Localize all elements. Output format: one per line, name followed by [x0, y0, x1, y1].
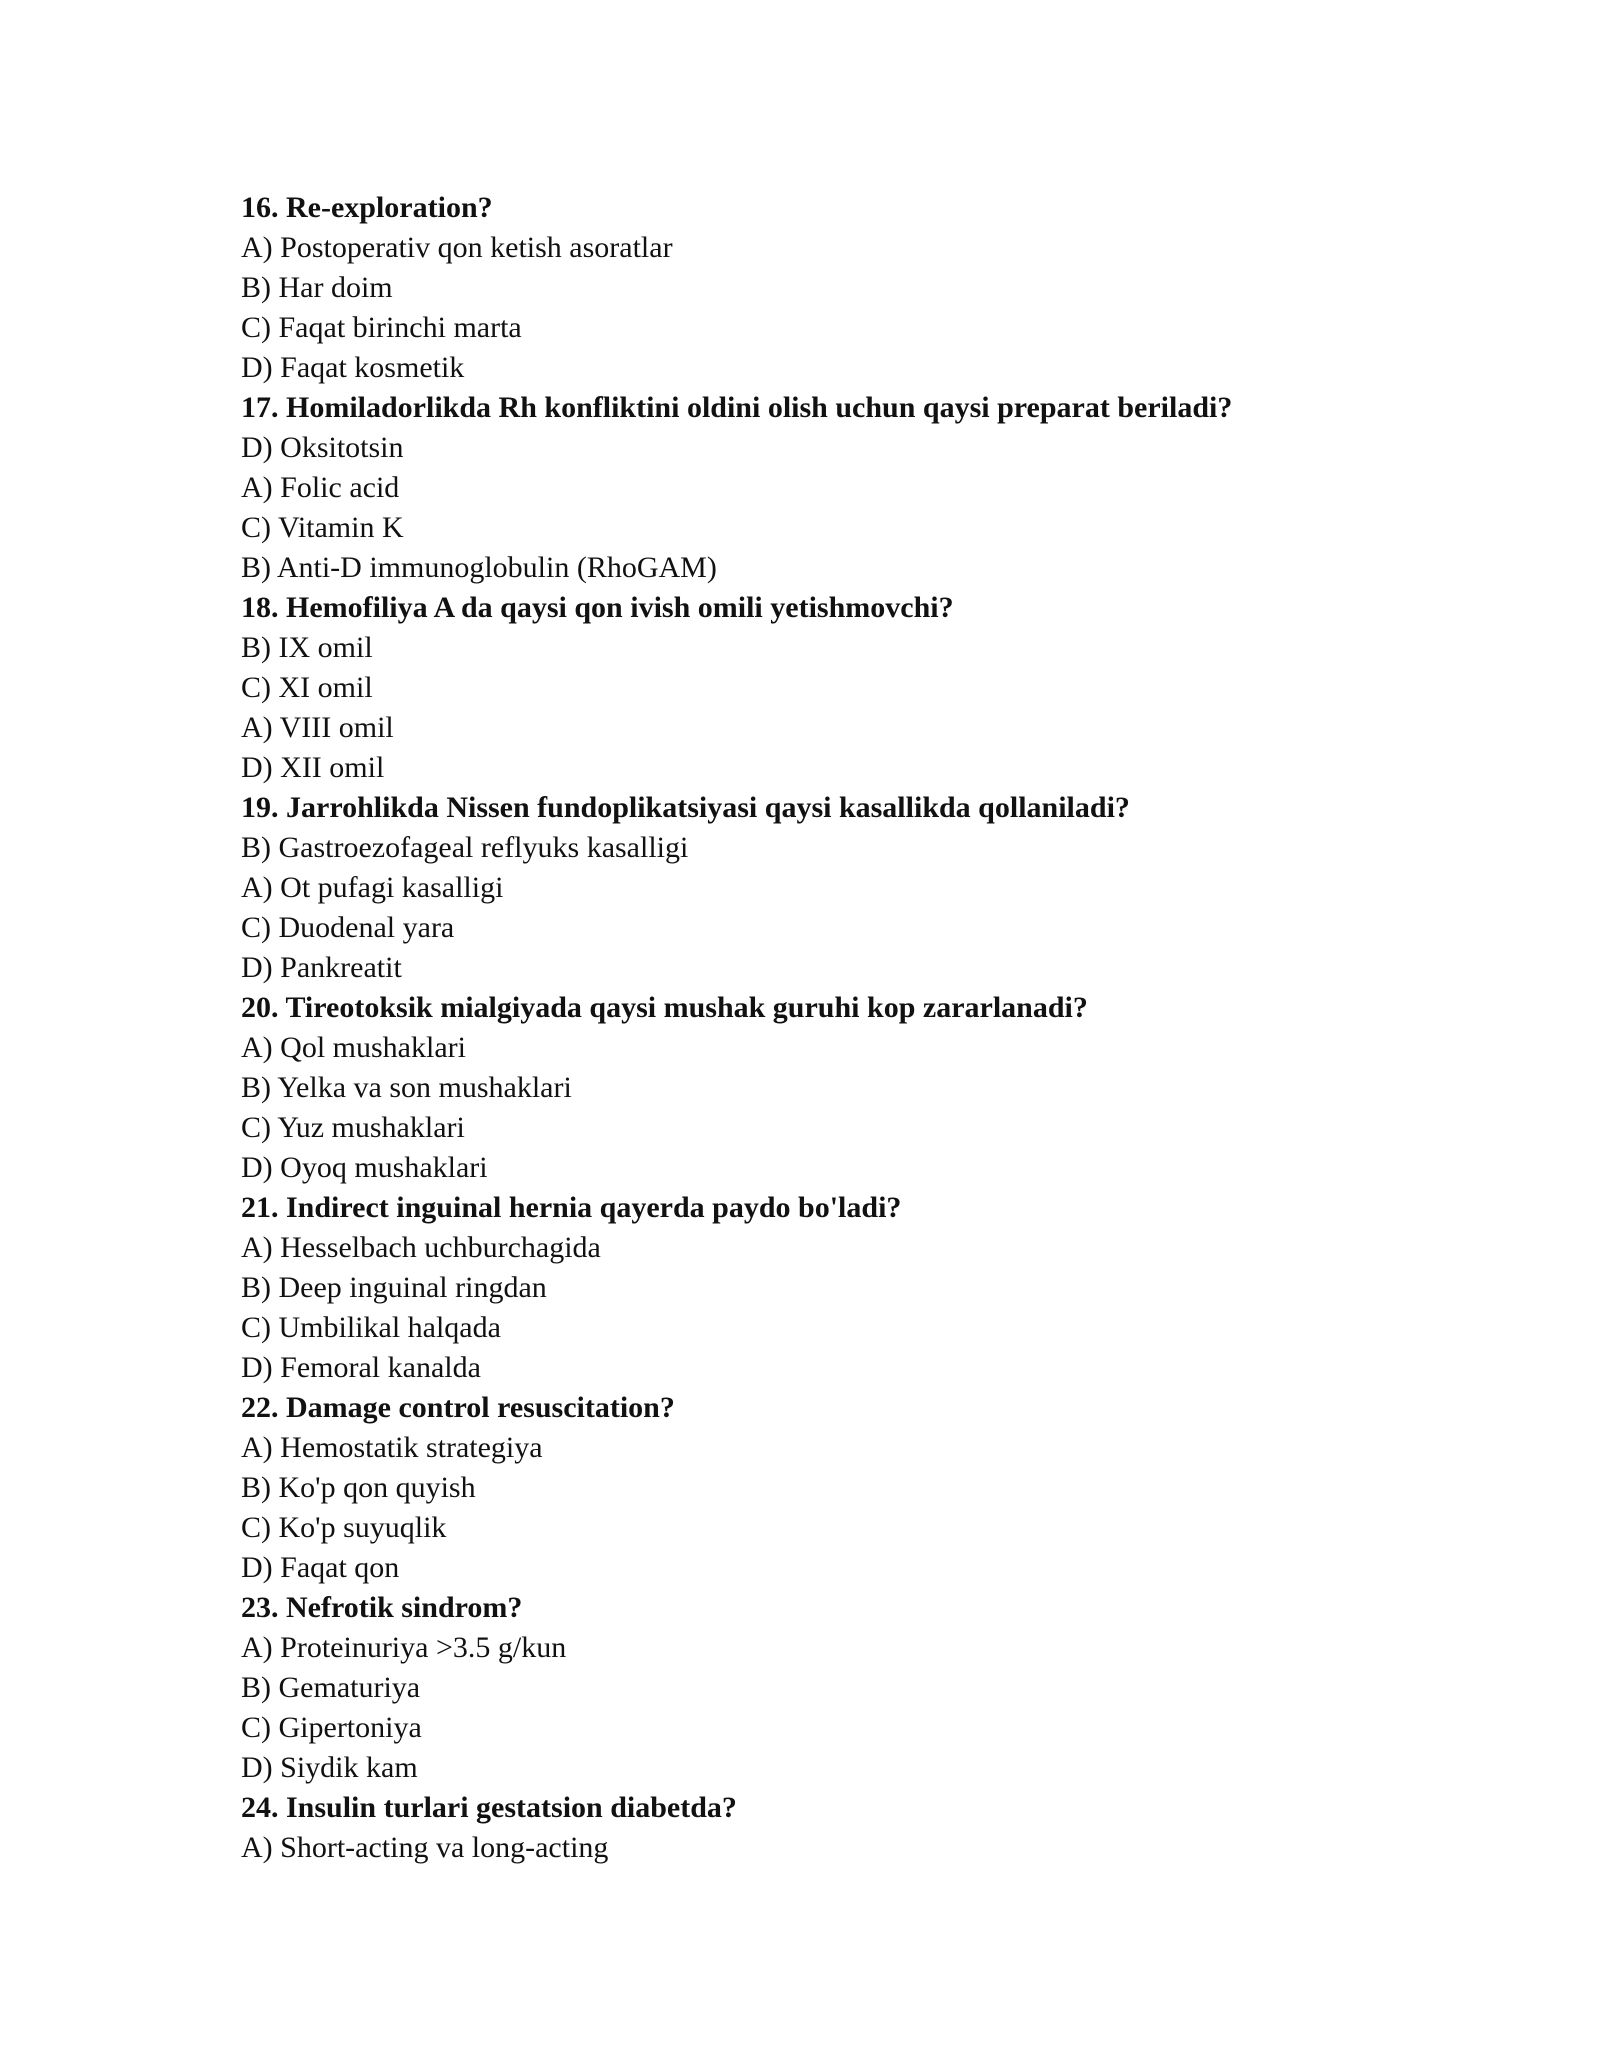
- answer-option: D) Oyoq mushaklari: [241, 1151, 488, 1184]
- answer-option: A) Hemostatik strategiya: [241, 1431, 543, 1464]
- answer-option: C) Duodenal yara: [241, 911, 455, 944]
- answer-option: C) Faqat birinchi marta: [241, 311, 522, 344]
- answer-option: C) Umbilikal halqada: [241, 1311, 501, 1344]
- answer-option: A) Folic acid: [241, 471, 400, 504]
- question-title: 17. Homiladorlikda Rh konfliktini oldini olish uchun qaysi preparat beriladi?: [241, 391, 1233, 424]
- answer-option: C) Vitamin K: [241, 511, 404, 544]
- answer-option: A) Proteinuriya >3.5 g/kun: [241, 1631, 567, 1664]
- answer-option: A) Hesselbach uchburchagida: [241, 1231, 601, 1264]
- question-title: 22. Damage control resuscitation?: [241, 1391, 675, 1424]
- answer-option: B) Deep inguinal ringdan: [241, 1271, 547, 1304]
- answer-option: B) Har doim: [241, 271, 393, 304]
- answer-option: B) IX omil: [241, 631, 373, 664]
- answer-option: A) VIII omil: [241, 711, 394, 744]
- answer-option: D) XII omil: [241, 751, 385, 784]
- answer-option: A) Qol mushaklari: [241, 1031, 466, 1064]
- answer-option: A) Postoperativ qon ketish asoratlar: [241, 231, 673, 264]
- question-title: 23. Nefrotik sindrom?: [241, 1591, 523, 1624]
- answer-option: B) Gematuriya: [241, 1671, 421, 1704]
- answer-option: C) Yuz mushaklari: [241, 1111, 465, 1144]
- question-title: 20. Tireotoksik mialgiyada qaysi mushak guruhi kop zararlanadi?: [241, 991, 1088, 1024]
- answer-option: B) Ko'p qon quyish: [241, 1471, 476, 1504]
- answer-option: B) Yelka va son mushaklari: [241, 1071, 572, 1104]
- answer-option: C) Gipertoniya: [241, 1711, 422, 1744]
- answer-option: D) Pankreatit: [241, 951, 402, 984]
- answer-option: D) Faqat kosmetik: [241, 351, 465, 384]
- answer-option: D) Oksitotsin: [241, 431, 404, 464]
- question-title: 19. Jarrohlikda Nissen fundoplikatsiyasi qaysi kasallikda qollaniladi?: [241, 791, 1130, 824]
- document-page: [241, 188, 1441, 1868]
- question-title: 21. Indirect inguinal hernia qayerda paydo bo'ladi?: [241, 1191, 902, 1224]
- answer-option: D) Femoral kanalda: [241, 1351, 481, 1384]
- answer-option: A) Short-acting va long-acting: [241, 1831, 609, 1864]
- answer-option: A) Ot pufagi kasalligi: [241, 871, 504, 904]
- answer-option: D) Siydik kam: [241, 1751, 418, 1784]
- question-title: 18. Hemofiliya A da qaysi qon ivish omili yetishmovchi?: [241, 591, 954, 624]
- answer-option: D) Faqat qon: [241, 1551, 400, 1584]
- question-title: 16. Re-exploration?: [241, 191, 493, 224]
- answer-option: C) XI omil: [241, 671, 373, 704]
- question-title: 24. Insulin turlari gestatsion diabetda?: [241, 1791, 737, 1824]
- answer-option: B) Anti-D immunoglobulin (RhoGAM): [241, 551, 717, 584]
- answer-option: C) Ko'p suyuqlik: [241, 1511, 447, 1544]
- answer-option: B) Gastroezofageal reflyuks kasalligi: [241, 831, 689, 864]
